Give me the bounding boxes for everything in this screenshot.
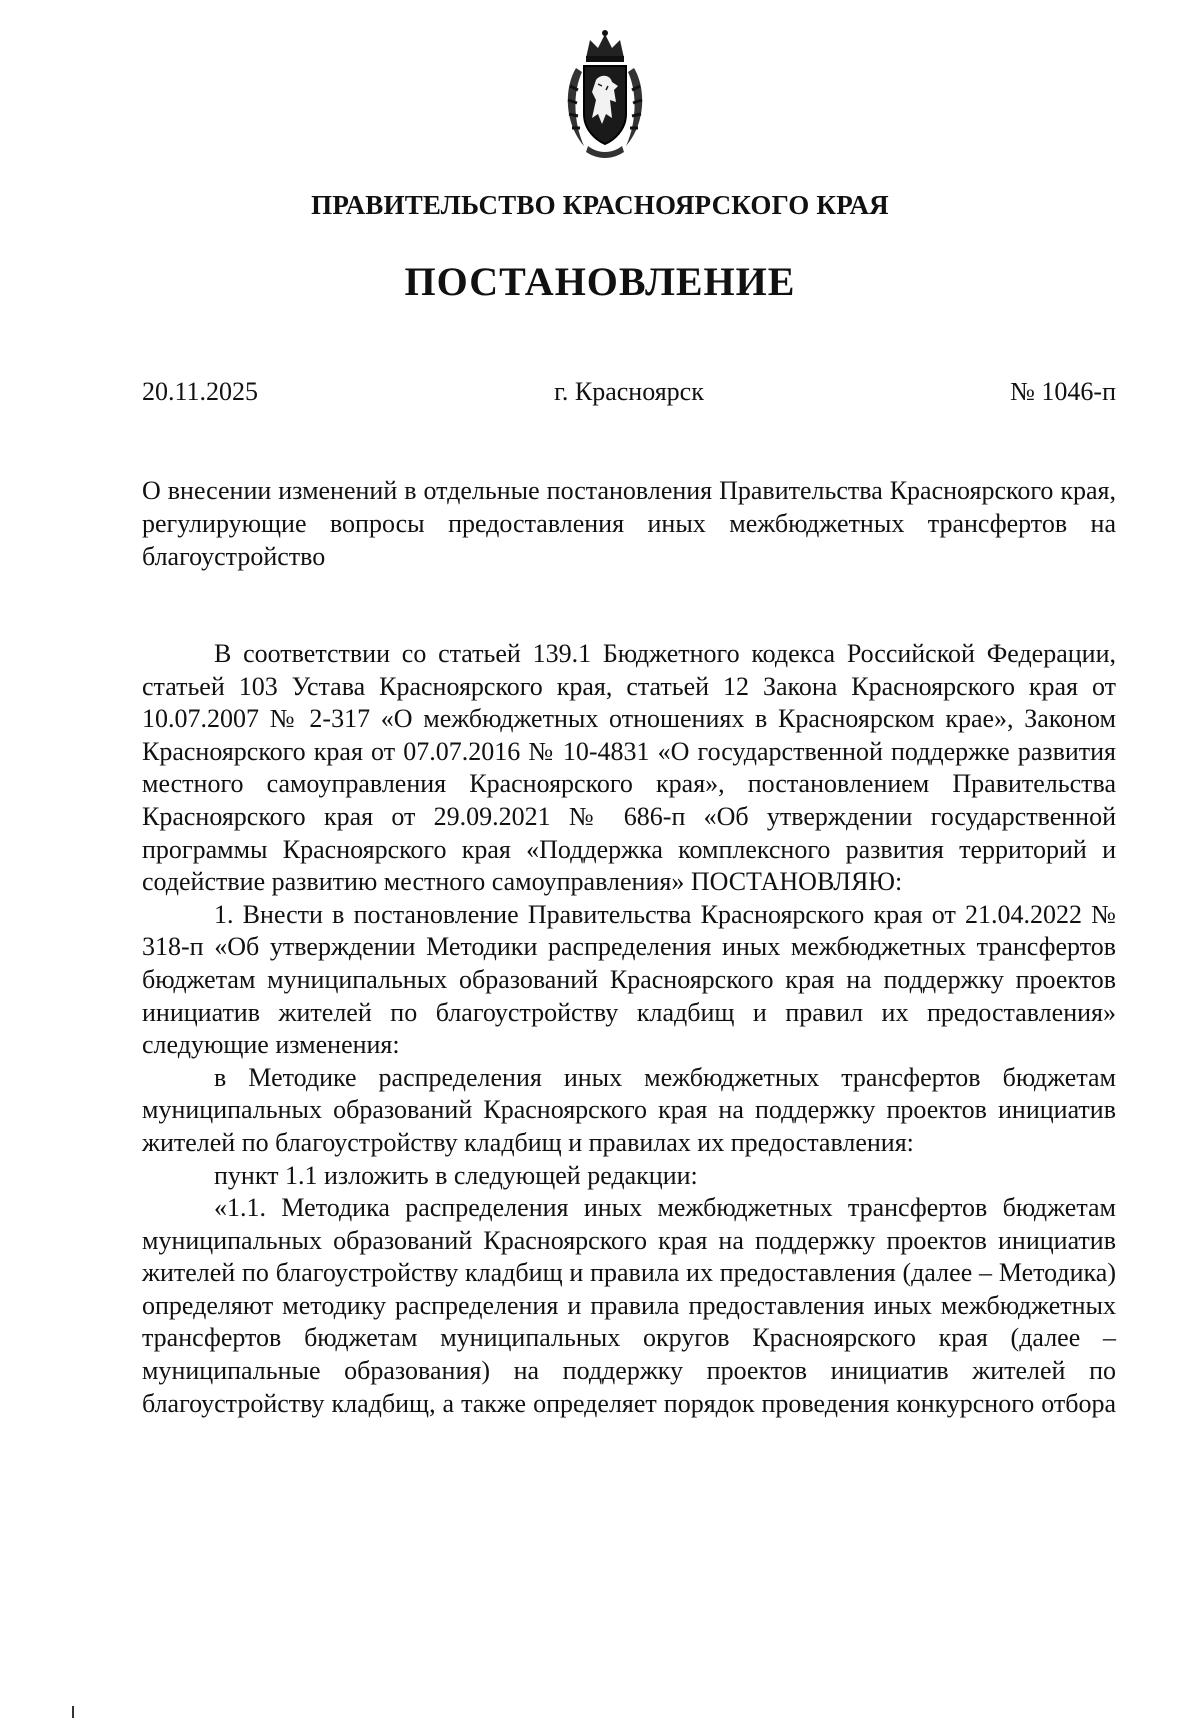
body-paragraph: в Методике распределения иных межбюджетных трансфертов бюджетам муниципальных образований Красноярского края на поддержку проектов инициатив жителей по благоустройству кладбищ и правилах их предоставления: bbox=[142, 1062, 1116, 1157]
organization-name: ПРАВИТЕЛЬСТВО КРАСНОЯРСКОГО КРАЯ bbox=[311, 190, 889, 220]
document-city: г. Красноярск bbox=[554, 377, 704, 406]
body-paragraph: «1.1. Методика распределения иных межбюджетных трансфертов бюджетам муниципальных образований Красноярского края на поддержку проектов инициатив жителей по благоустройству кладбищ и правила их предоставления (далее – Методика) определяют методику распределения и правила предоставления иных межбюджетных трансфертов бюджетам муниципальных округов Красноярского края (далее – муниципальные образования) на поддержку проектов инициатив жителей по благоустройству кладбищ, а также определяет порядок проведения конкурсного отбора bbox=[142, 1193, 1116, 1418]
document-type-title: ПОСТАНОВЛЕНИЕ bbox=[404, 259, 796, 304]
body-paragraph: пункт 1.1 изложить в следующей редакции: bbox=[214, 1160, 698, 1190]
document-meta-row bbox=[142, 377, 1116, 417]
coat-of-arms-icon bbox=[562, 28, 648, 160]
scan-mark bbox=[72, 1706, 74, 1718]
body-paragraph: 1. Внести в постановление Правительства Красноярского края от 21.04.2022 № 318-п «Об утверждении Методики распределения иных межбюджетных трансфертов бюджетам муниципальных образований Красноярского края на поддержку проектов инициатив жителей по благоустройству кладбищ и правил их предоставления» следующие изменения: bbox=[142, 899, 1116, 1060]
body-paragraph: В соответствии со статьей 139.1 Бюджетного кодекса Российской Федерации, статьей 103 Устава Красноярского края, статьей 12 Закона Красноярского края от 10.07.2007 № 2-317 «О межбюджетных отношениях в Красноярском крае», Законом Красноярского края от 07.07.2016 № 10-4831 «О государственной поддержке развития местного самоуправления Красноярского края», постановлением Правительства Красноярского края от 29.09.2021 № 686-п «Об утверждении государственной программы Красноярского края «Поддержка комплексного развития территорий и содействие развитию местного самоуправления» ПОСТАНОВЛЯЮ: bbox=[142, 639, 1116, 897]
document-subject: О внесении изменений в отдельные постановления Правительства Красноярского края, регулирующие вопросы предоставления иных межбюджетных трансфертов на благоустройство bbox=[142, 476, 1116, 571]
document-number: № 1046-п bbox=[1010, 377, 1116, 406]
document-date: 20.11.2025 bbox=[142, 377, 259, 406]
document-body bbox=[142, 638, 1116, 1420]
